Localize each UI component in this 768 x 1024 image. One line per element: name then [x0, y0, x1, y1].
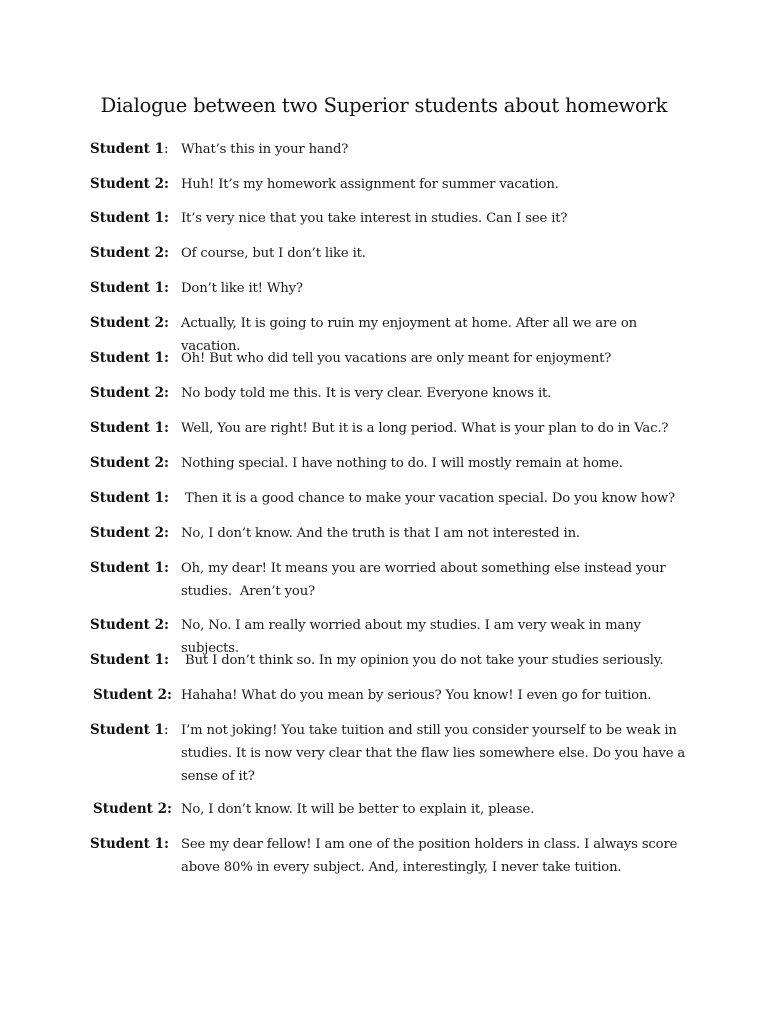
- speaker-label: Student 2:: [90, 455, 169, 471]
- speech-text: See my dear fellow! I am one of the position holders in class. I always score above 80% in every subject. And, interestingly, I never take tuition.: [181, 837, 678, 875]
- speaker-label: Student 2:: [90, 525, 169, 541]
- speaker-label: Student 2:: [90, 315, 169, 331]
- speaker-label: Student 1:: [90, 350, 169, 366]
- speaker-label: Student 1:: [90, 652, 169, 668]
- speech-text: No, I don’t know. And the truth is that I am not interested in.: [181, 526, 580, 541]
- speaker-label: Student 1:: [90, 210, 169, 226]
- speaker-label: Student 2:: [90, 176, 169, 192]
- speech-text: But I don’t think so. In my opinion you do not take your studies seriously.: [181, 653, 664, 668]
- speaker-label: Student 1:: [90, 141, 169, 157]
- speech-text: Actually, It is going to ruin my enjoyment at home. After all we are on vacation.: [181, 316, 642, 354]
- speaker-label: Student 1:: [90, 420, 169, 436]
- speaker-label: Student 1:: [90, 836, 169, 852]
- speech-text: Don’t like it! Why?: [181, 281, 303, 296]
- speaker-label: Student 1:: [90, 490, 169, 506]
- speech-text: Then it is a good chance to make your vacation special. Do you know how?: [181, 491, 675, 506]
- speech-text: No body told me this. It is very clear. Everyone knows it.: [181, 386, 552, 401]
- speaker-label: Student 2:: [90, 385, 169, 401]
- speaker-label: Student 1:: [90, 560, 169, 576]
- speech-text: I’m not joking! You take tuition and still you consider yourself to be weak in studies. It is now very clear that the flaw lies somewhere else. Do you have a sense of it?: [181, 723, 686, 784]
- speech-text: No, I don’t know. It will be better to explain it, please.: [181, 802, 535, 817]
- speaker-label: Student 2:: [93, 687, 172, 703]
- speaker-label: Student 2:: [90, 245, 169, 261]
- speech-text: Huh! It’s my homework assignment for summer vacation.: [181, 177, 559, 192]
- speech-text: It’s very nice that you take interest in studies. Can I see it?: [181, 211, 568, 226]
- speech-text: What’s this in your hand?: [181, 142, 349, 157]
- speaker-label: Student 1:: [90, 722, 169, 738]
- speaker-label: Student 2:: [93, 801, 172, 817]
- speaker-label: Student 1:: [90, 280, 169, 296]
- speech-text: Hahaha! What do you mean by serious? You know! I even go for tuition.: [181, 688, 652, 703]
- speech-text: Oh! But who did tell you vacations are only meant for enjoyment?: [181, 351, 612, 366]
- speech-text: Of course, but I don’t like it.: [181, 246, 366, 261]
- speech-text: Well, You are right! But it is a long period. What is your plan to do in Vac.?: [181, 421, 669, 436]
- speaker-label: Student 2:: [90, 617, 169, 633]
- document-title: Dialogue between two Superior students about homework: [100, 94, 668, 117]
- speech-text: Nothing special. I have nothing to do. I will mostly remain at home.: [181, 456, 623, 471]
- speech-text: Oh, my dear! It means you are worried about something else instead your studies. Aren’t you?: [181, 561, 666, 599]
- speech-text: No, No. I am really worried about my studies. I am very weak in many subjects.: [181, 618, 645, 656]
